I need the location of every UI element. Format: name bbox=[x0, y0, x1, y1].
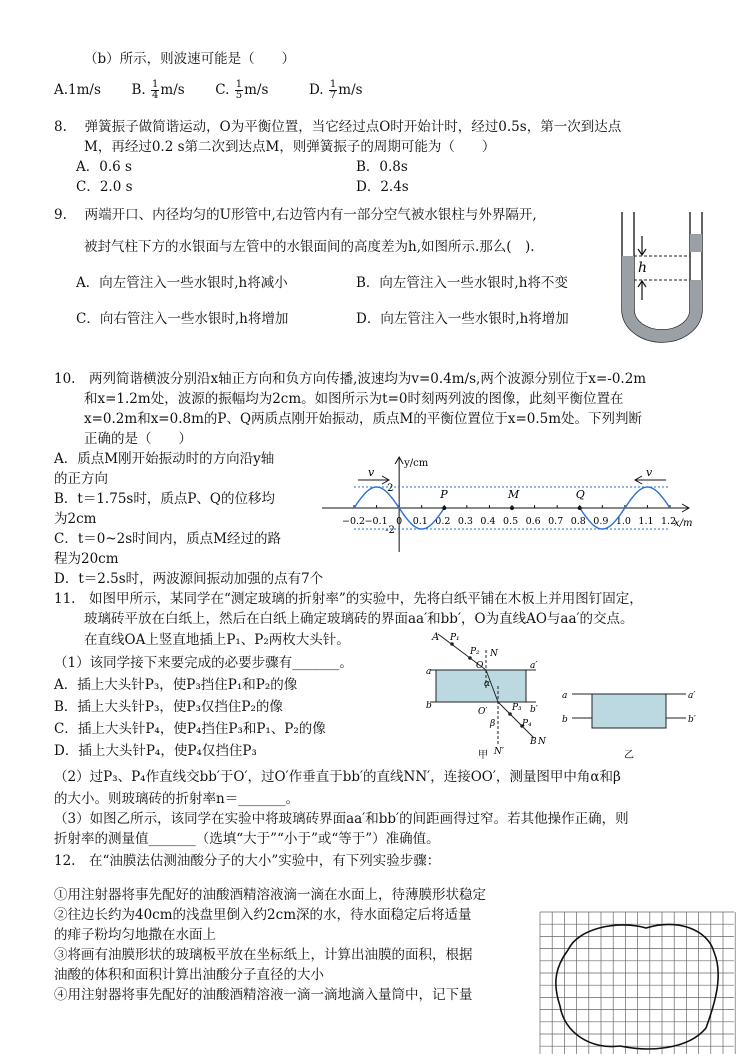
velocity-label-left: v bbox=[368, 466, 375, 479]
x-tick-label: 0.5 bbox=[503, 516, 519, 527]
x-tick-label: 1.0 bbox=[615, 516, 631, 527]
svg-text:B: B bbox=[530, 737, 537, 747]
q9-option-b: B．向左管注入一些水银时,h将不变 bbox=[356, 275, 568, 291]
x-tick-label: 0.7 bbox=[548, 516, 564, 527]
q7-option-b: B. $\frac{1}{4}$ m/s bbox=[131, 79, 185, 101]
q11-part3b: 折射率的测量值_______（选填“大于”“小于”或“等于”）准确值。 bbox=[54, 831, 440, 847]
q8-line1: 8. 弹簧振子做简谐运动，O为平衡位置，当它经过点O时开始计时，经过0.5s，第一次到达点 bbox=[54, 119, 622, 135]
q12-line1: 12. 在“油膜法估测油酸分子的大小”实验中，有下列实验步骤： bbox=[54, 853, 441, 869]
glass-figure-jia bbox=[418, 630, 550, 764]
fig-label-jia: 甲 bbox=[478, 750, 488, 761]
q12-step4: ④用注射器将事先配好的油酸酒精溶液一滴一滴地滴入量筒中，记下量 bbox=[54, 987, 473, 1003]
svg-text:N: N bbox=[538, 737, 546, 747]
svg-text:a: a bbox=[426, 667, 432, 677]
q8-option-d: D．2.4s bbox=[356, 179, 409, 195]
q9-option-c: C．向右管注入一些水银时,h将增加 bbox=[76, 311, 289, 327]
point-P bbox=[442, 506, 446, 510]
q9-option-d: D．向左管注入一些水银时,h将增加 bbox=[356, 311, 569, 327]
x-tick-label: −0.1 bbox=[364, 516, 388, 527]
q7-option-a: A.1m/s bbox=[54, 82, 101, 98]
q10-option-b2: 为2cm bbox=[54, 511, 97, 527]
svg-text:b′: b′ bbox=[530, 705, 538, 715]
q10-line2: 和x=1.2m处，波源的振幅均为2cm。如图所示为t=0时刻两列波的图像，此刻平衡位置在 bbox=[84, 391, 624, 407]
x-axis-label: x/m bbox=[674, 518, 693, 529]
x-tick-label: 0.4 bbox=[480, 516, 496, 527]
x-tick-label: 1.2 bbox=[661, 516, 677, 527]
q9-line1: 9. 两端开口、内径均匀的U形管中,右边管内有一部分空气被水银柱与外界隔开, bbox=[54, 207, 537, 223]
q12-step2b: 的痱子粉均匀地撒在水面上 bbox=[54, 927, 216, 943]
q10-line4: 正确的是（ ） bbox=[84, 431, 192, 447]
y-axis-label: y/cm bbox=[404, 458, 429, 469]
q11-line1: 11. 如图甲所示，某同学在“测定玻璃的折射率”的实验中，先将白纸平铺在木板上并用图钉固定， bbox=[54, 591, 643, 607]
q10-option-b1: B．t＝1.75s时，质点P、Q的位移均 bbox=[54, 491, 275, 507]
x-tick-label: 1.1 bbox=[638, 516, 654, 527]
point-label-M: M bbox=[508, 488, 520, 501]
glass-figure-yi bbox=[558, 680, 708, 764]
q11-part1: （1）该同学接下来要完成的必要步骤有_______。 bbox=[54, 655, 353, 671]
q11-option-a: A．插上大头针P₃，使P₃挡住P₁和P₂的像 bbox=[54, 677, 298, 693]
q10-option-a2: 的正方向 bbox=[54, 471, 108, 487]
q7-option-d: D. $\frac{1}{7}$ m/s bbox=[308, 79, 363, 101]
wave-chart bbox=[316, 452, 698, 562]
svg-text:b: b bbox=[562, 715, 568, 725]
fig-label-yi: 乙 bbox=[624, 750, 634, 761]
q8-option-c: C．2.0 s bbox=[76, 179, 133, 195]
q10-option-d: D．t＝2.5s时，两波源间振动加强的点有7个 bbox=[54, 571, 324, 587]
x-tick-label: −0.2 bbox=[342, 516, 366, 527]
svg-text:b′: b′ bbox=[688, 715, 696, 725]
point-label-P: P bbox=[440, 488, 448, 501]
oil-film-outline bbox=[556, 924, 718, 1048]
svg-text:α: α bbox=[484, 679, 491, 689]
q11-line2: 玻璃砖平放在白纸上，然后在白纸上确定玻璃砖的界面aa′和bb′，O为直线AO与aa′的交点。 bbox=[84, 611, 634, 627]
q11-part2a: （2）过P₃、P₄作直线交bb′于O′，过O′作垂直于bb′的直线NN′，连接OO′，测量图甲中角α和β bbox=[54, 769, 621, 785]
glass-brick bbox=[436, 670, 526, 702]
q7-tail: （b）所示，则波速可能是（ ） bbox=[84, 51, 296, 67]
q11-option-c: C．插上大头针P₄，使P₄挡住P₃和P₁、P₂的像 bbox=[54, 721, 326, 737]
q12-step3a: ③将画有油膜形状的玻璃板平放在坐标纸上，计算出油膜的面积，根据 bbox=[54, 947, 473, 963]
svg-text:O′: O′ bbox=[478, 707, 488, 717]
q11-part3a: （3）如图乙所示，该同学在实验中将玻璃砖界面aa′和bb′的间距画得过窄。若其他操作正确，则 bbox=[54, 811, 629, 827]
u-tube-figure bbox=[612, 208, 712, 346]
x-tick-label: 0.1 bbox=[412, 516, 428, 527]
x-tick-label: 0 bbox=[396, 516, 403, 527]
svg-text:A: A bbox=[432, 632, 440, 643]
q8-line2: M，再经过0.2 s第二次到达点M，则弹簧振子的周期可能为（ ） bbox=[84, 139, 496, 155]
q12-step3b: 油酸的体积和面积计算出油酸分子直径的大小 bbox=[54, 967, 324, 983]
q11-part2b: 的大小。则玻璃砖的折射率n＝_______。 bbox=[54, 791, 299, 807]
q8-option-b: B．0.8s bbox=[356, 159, 408, 175]
x-tick-label: 0.9 bbox=[593, 516, 609, 527]
q10-option-c1: C．t＝0~2s时间内，质点M经过的路 bbox=[54, 531, 281, 547]
x-tick-label: 0.8 bbox=[570, 516, 586, 527]
svg-text:P₄: P₄ bbox=[522, 719, 532, 729]
svg-text:a: a bbox=[562, 691, 568, 701]
x-tick-label: 0.3 bbox=[457, 516, 473, 527]
svg-text:β: β bbox=[490, 719, 496, 729]
q8-option-a: A．0.6 s bbox=[76, 159, 132, 175]
q9-line2: 被封气柱下方的水银面与左管中的水银面间的高度差为h,如图所示.那么( ). bbox=[84, 239, 535, 255]
point-label-Q: Q bbox=[575, 488, 585, 501]
q11-option-b: B．插上大头针P₃，使P₃仅挡住P₂的像 bbox=[54, 699, 283, 715]
y-tick-label: -2 bbox=[385, 525, 395, 536]
q7-option-c: C. $\frac{1}{5}$ m/s bbox=[215, 79, 269, 101]
y-tick-label: 2 bbox=[387, 483, 394, 494]
q12-step2a: ②往边长约为40cm的浅盘里倒入约2cm深的水，待水面稳定后将适量 bbox=[54, 907, 472, 923]
x-tick-label: 0.6 bbox=[525, 516, 541, 527]
q9-option-a: A．向左管注入一些水银时,h将减小 bbox=[76, 275, 288, 291]
q12-step1: ①用注射器将事先配好的油酸酒精溶液滴一滴在水面上，待薄膜形状稳定 bbox=[54, 887, 486, 903]
point-Q bbox=[578, 506, 582, 510]
svg-text:a′: a′ bbox=[530, 661, 538, 671]
q10-option-a1: A．质点M刚开始振动时的方向沿y轴 bbox=[54, 451, 275, 467]
svg-text:P₂: P₂ bbox=[470, 647, 480, 657]
svg-text:b: b bbox=[426, 701, 432, 711]
glass-brick-yi bbox=[592, 694, 666, 728]
svg-text:a′: a′ bbox=[688, 691, 696, 701]
h-label: h bbox=[638, 260, 648, 276]
svg-text:N: N bbox=[490, 649, 498, 659]
x-tick-label: 0.2 bbox=[435, 516, 451, 527]
q10-line1: 10. 两列简谐横波分别沿x轴正方向和负方向传播,波速均为v=0.4m/s,两个波源分别位于x=-0.2m bbox=[54, 371, 647, 387]
svg-text:N′: N′ bbox=[494, 747, 504, 757]
svg-text:P₃: P₃ bbox=[512, 703, 522, 713]
q7-options bbox=[54, 80, 363, 102]
q11-option-d: D．插上大头针P₄，使P₄仅挡住P₃ bbox=[54, 743, 257, 759]
q10-line3: x=0.2m和x=0.8m的P、Q两质点刚开始振动，质点M的平衡位置位于x=0.5m处。下列判断 bbox=[84, 411, 643, 427]
svg-text:P₁: P₁ bbox=[450, 633, 460, 643]
velocity-label-right: v bbox=[646, 466, 653, 479]
svg-text:O: O bbox=[476, 661, 484, 671]
q10-option-c2: 程为20cm bbox=[54, 551, 119, 567]
oil-film-grid bbox=[538, 910, 738, 1056]
q11-line3: 在直线OA上竖直地插上P₁、P₂两枚大头针。 bbox=[84, 632, 350, 648]
mercury-column bbox=[690, 234, 702, 252]
point-M bbox=[510, 506, 514, 510]
